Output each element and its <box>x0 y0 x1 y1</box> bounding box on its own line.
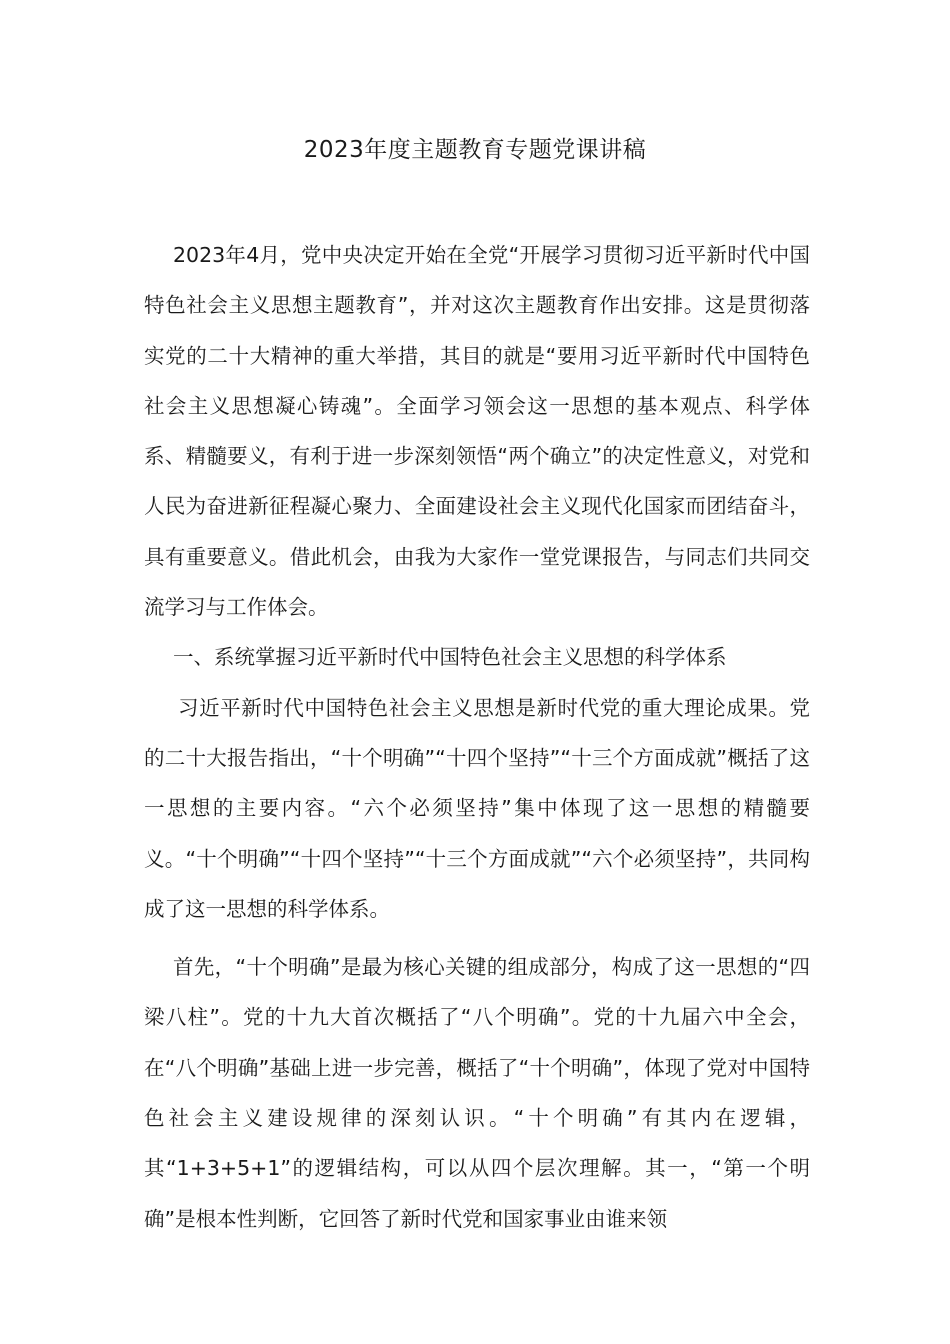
body-paragraph-2: 首先，“十个明确”是最为核心关键的组成部分，构成了这一思想的“四梁八柱”。党的十九大首次概括了“八个明确”。党的十九届六中全会，在“八个明确”基础上进一步完善，概括了“十个明确”，体现了党对中国特色社会主义建设规律的深刻认识。“十个明确”有其内在逻辑，其“1+3+5+1”的逻辑结构，可以从四个层次理解。其一，“第一个明确”是根本性判断，它回答了新时代党和国家事业由谁来领 <box>144 955 810 1231</box>
intro-paragraph: 2023年4月，党中央决定开始在全党“开展学习贯彻习近平新时代中国特色社会主义思想主题教育”，并对这次主题教育作出安排。这是贯彻落实党的二十大精神的重大举措，其目的就是“要用习近平新时代中国特色社会主义思想凝心铸魂”。全面学习领会这一思想的基本观点、科学体系、精髓要义，有利于进一步深刻领悟“两个确立”的决定性意义，对党和人民为奋进新征程凝心聚力、全面建设社会主义现代化国家而团结奋斗，具有重要意义。借此机会，由我为大家作一堂党课报告，与同志们共同交流学习与工作体会。 <box>144 243 810 620</box>
body-paragraph-1: 习近平新时代中国特色社会主义思想是新时代党的重大理论成果。党的二十大报告指出，“十个明确”“十四个坚持”“十三个方面成就”概括了这一思想的主要内容。“六个必须坚持”集中体现了这一思想的精髓要义。“十个明确”“十四个坚持”“十三个方面成就”“六个必须坚持”，共同构成了这一思想的科学体系。 <box>144 695 810 921</box>
document-title: 2023年度主题教育专题党课讲稿 <box>303 137 647 163</box>
section-heading-1: 一、系统掌握习近平新时代中国特色社会主义思想的科学体系 <box>173 645 727 670</box>
document-body <box>144 230 810 1244</box>
